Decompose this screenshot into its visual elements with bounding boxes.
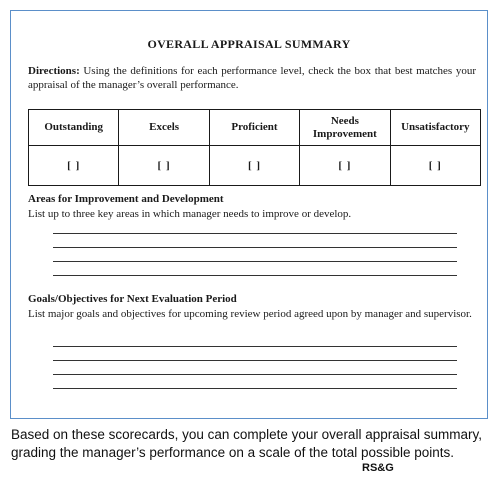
appraisal-summary-form	[10, 10, 488, 419]
areas-answer-line-2[interactable]	[53, 247, 457, 248]
areas-instruction: List up to three key areas in which manager needs to improve or develop.	[28, 208, 352, 220]
goals-answer-line-4[interactable]	[53, 388, 457, 389]
goals-answer-line-2[interactable]	[53, 360, 457, 361]
goals-instruction: List major goals and objectives for upcoming review period agreed upon by manager and supervisor.	[28, 308, 472, 320]
caption-text: Based on these scorecards, you can complete your overall appraisal summary, grading the manager’s performance on a scale of the total possible points.	[11, 427, 482, 460]
level-header-proficient: Proficient	[209, 110, 299, 146]
checkbox-excels[interactable]: [ ]	[119, 146, 209, 186]
level-header-unsatisfactory: Unsatisfactory	[390, 110, 480, 146]
directions-text: Using the definitions for each performance level, check the box that best matches your appraisal of the manager’s overall performance.	[28, 65, 476, 91]
areas-answer-line-3[interactable]	[53, 261, 457, 262]
level-header-excels: Excels	[119, 110, 209, 146]
goals-heading: Goals/Objectives for Next Evaluation Period	[28, 293, 237, 305]
checkbox-unsatisfactory[interactable]: [ ]	[390, 146, 480, 186]
performance-level-table	[28, 109, 481, 186]
checkbox-needs-improvement[interactable]: [ ]	[300, 146, 390, 186]
goals-answer-line-3[interactable]	[53, 374, 457, 375]
areas-answer-line-1[interactable]	[53, 233, 457, 234]
checkbox-outstanding[interactable]: [ ]	[29, 146, 119, 186]
checkbox-proficient[interactable]: [ ]	[209, 146, 299, 186]
directions-label: Directions:	[28, 65, 80, 77]
level-header-outstanding: Outstanding	[29, 110, 119, 146]
table-checkbox-row	[29, 146, 481, 186]
form-title: OVERALL APPRAISAL SUMMARY	[147, 37, 351, 51]
table-header-row	[29, 110, 481, 146]
level-header-needs-improvement: Needs Improvement	[300, 110, 390, 146]
areas-answer-line-4[interactable]	[53, 275, 457, 276]
areas-heading: Areas for Improvement and Development	[28, 193, 224, 205]
brand-credit: RS&G	[362, 462, 394, 474]
goals-answer-line-1[interactable]	[53, 346, 457, 347]
directions	[28, 64, 476, 92]
